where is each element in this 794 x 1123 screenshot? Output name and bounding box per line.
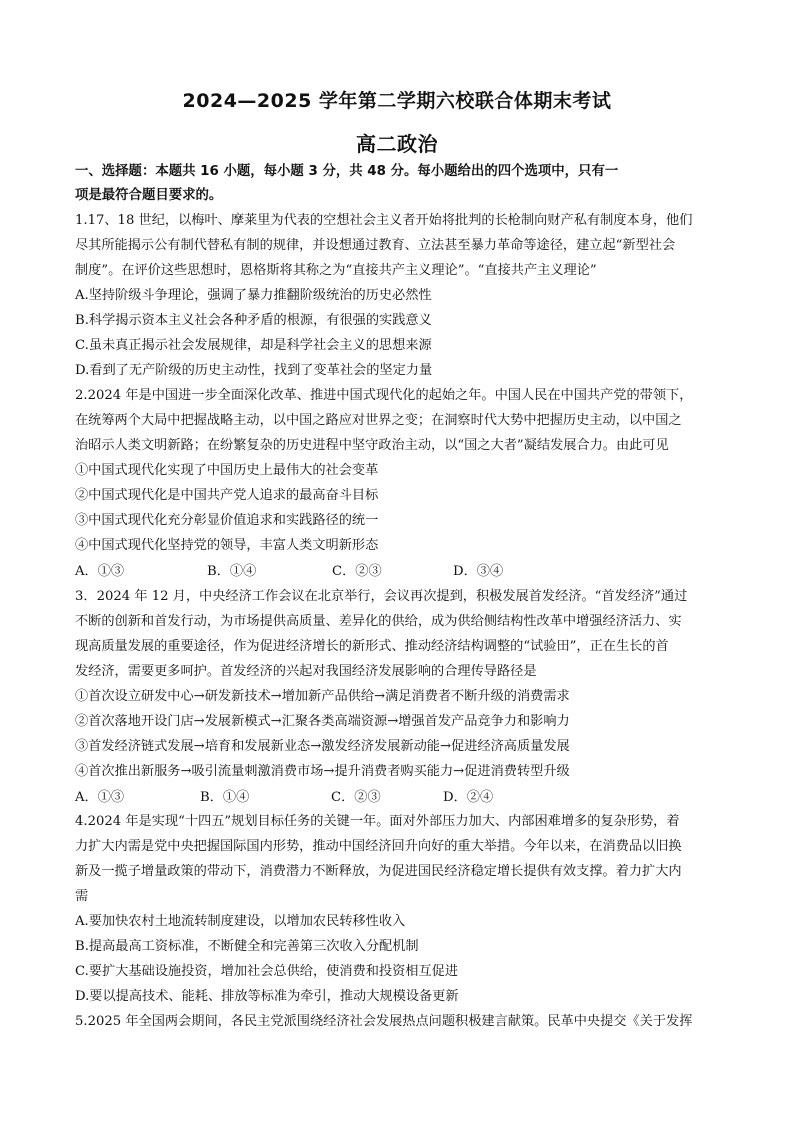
q1-option-c: C.虽未真正揭示社会发展规律，却是科学社会主义的思想来源 xyxy=(75,338,432,353)
q3-choice-c: C．②③ xyxy=(331,790,381,805)
section-heading-line-2: 项是最符合题目要求的。 xyxy=(75,188,223,203)
q3-choices xyxy=(75,789,493,807)
q3-stem-line-2: 不断的创新和首发行动，为市场提供高质量、差异化的供给，成为供给侧结构性改革中增强经济活力、实 xyxy=(75,614,682,629)
q5-stem-line-1: 5.2025 年全国两会期间，各民主党派围绕经济社会发展热点问题积极建言献策。民革中央提交《关于发挥 xyxy=(75,1014,693,1029)
q4-option-a: A.要加快农村土地流转制度建设，以增加农民转移性收入 xyxy=(75,914,406,929)
q2-choice-b: B．①④ xyxy=(207,564,257,579)
q1-stem-line-2: 尽其所能揭示公有制代替私有制的规律，并设想通过教育、立法甚至暴力革命等途径，建立起“新型社会 xyxy=(75,238,676,253)
q1-option-d: D.看到了无产阶级的历史主动性，找到了变革社会的坚定力量 xyxy=(75,363,433,378)
q2-choice-d: D．③④ xyxy=(453,564,504,579)
q1-stem-line-1: 1.17、18 世纪，以梅叶、摩莱里为代表的空想社会主义者开始将批判的长枪制向财产私有制度本身，他们 xyxy=(75,213,693,228)
q2-choice-a: A．①③ xyxy=(75,564,125,579)
q3-choice-b: B．①④ xyxy=(200,790,250,805)
q4-stem-line-3: 新及一揽子增量政策的带动下，消费潜力不断释放，为促进国民经济稳定增长提供有效支撑。着力扩大内 xyxy=(75,864,682,879)
q2-item-3: ③中国式现代化充分彰显价值追求和实践路径的统一 xyxy=(75,513,379,528)
q2-stem-line-3: 治昭示人类文明新路；在纷繁复杂的历史进程中坚守政治主动，以“国之大者”凝结发展合力。由此可见 xyxy=(75,438,669,453)
q4-option-c: C.要扩大基础设施投资，增加社会总供给，使消费和投资相互促进 xyxy=(75,964,459,979)
q3-item-3: ③首发经济链式发展→培育和发展新业态→激发经济发展新动能→促进经济高质量发展 xyxy=(75,739,570,754)
exam-subject: 高二政治 xyxy=(356,132,438,156)
q3-stem-line-3: 现高质量发展的重要途径，作为促进经济增长的新形式、推动经济结构调整的“试验田”，正在生长的首 xyxy=(75,639,669,654)
q2-stem-line-2: 在统筹两个大局中把握战略主动，以中国之路应对世界之变；在洞察时代大势中把握历史主动，以中国之 xyxy=(75,413,682,428)
q1-option-b: B.科学揭示资本主义社会各种矛盾的根源，有很强的实践意义 xyxy=(75,313,432,328)
q3-choice-a: A．①③ xyxy=(75,790,125,805)
q4-option-b: B.提高最高工资标准，不断健全和完善第三次收入分配机制 xyxy=(75,939,419,954)
q4-stem-line-4: 需 xyxy=(75,889,89,904)
q3-choice-d: D．②④ xyxy=(443,790,494,805)
q3-item-1: ①首次设立研发中心→研发新技术→增加新产品供给→满足消费者不断升级的消费需求 xyxy=(75,689,570,704)
q3-item-4: ④首次推出新服务→吸引流量刺激消费市场→提升消费者购买能力→促进消费转型升级 xyxy=(75,764,570,779)
exam-title: 2024—2025 学年第二学期六校联合体期末考试 xyxy=(182,90,612,112)
q2-choices xyxy=(75,563,503,581)
q1-option-a: A.坚持阶级斗争理论，强调了暴力推翻阶级统治的历史必然性 xyxy=(75,288,432,303)
q2-choice-c: C．②③ xyxy=(332,564,382,579)
q2-item-2: ②中国式现代化是中国共产党人追求的最高奋斗目标 xyxy=(75,488,379,503)
section-heading-line-1: 一、选择题：本题共 16 小题，每小题 3 分，共 48 分。每小题给出的四个选项中，只有一 xyxy=(75,164,619,179)
q4-option-d: D.要以提高技术、能耗、排放等标准为牵引，推动大规模设备更新 xyxy=(75,989,459,1004)
q3-stem-line-4: 发经济，需要更多呵护。首发经济的兴起对我国经济发展影响的合理传导路径是 xyxy=(75,664,537,679)
q2-stem-line-1: 2.2024 年是中国进一步全面深化改革、推进中国式现代化的起始之年。中国人民在中国共产党的带领下， xyxy=(75,388,693,403)
q2-item-1: ①中国式现代化实现了中国历史上最伟大的社会变革 xyxy=(75,463,379,478)
q3-item-2: ②首次落地开设门店→发展新模式→汇聚各类高端资源→增强首发产品竞争力和影响力 xyxy=(75,714,570,729)
q4-stem-line-1: 4.2024 年是实现“十四五”规划目标任务的关键一年。面对外部压力加大、内部困难增多的复杂形势，着 xyxy=(75,814,680,829)
q2-item-4: ④中国式现代化坚持党的领导，丰富人类文明新形态 xyxy=(75,538,379,553)
q4-stem-line-2: 力扩大内需是党中央把握国际国内形势，推动中国经济回升向好的重大举措。今年以来，在消费品以旧换 xyxy=(75,839,682,854)
q3-stem-line-1: 3．2024 年 12 月，中央经济工作会议在北京举行，会议再次提到，积极发展首发经济。“首发经济”通过 xyxy=(75,589,688,604)
q1-stem-line-3: 制度”。在评价这些思想时，恩格斯将其称之为“直接共产主义理论”。“直接共产主义理论” xyxy=(75,263,597,278)
